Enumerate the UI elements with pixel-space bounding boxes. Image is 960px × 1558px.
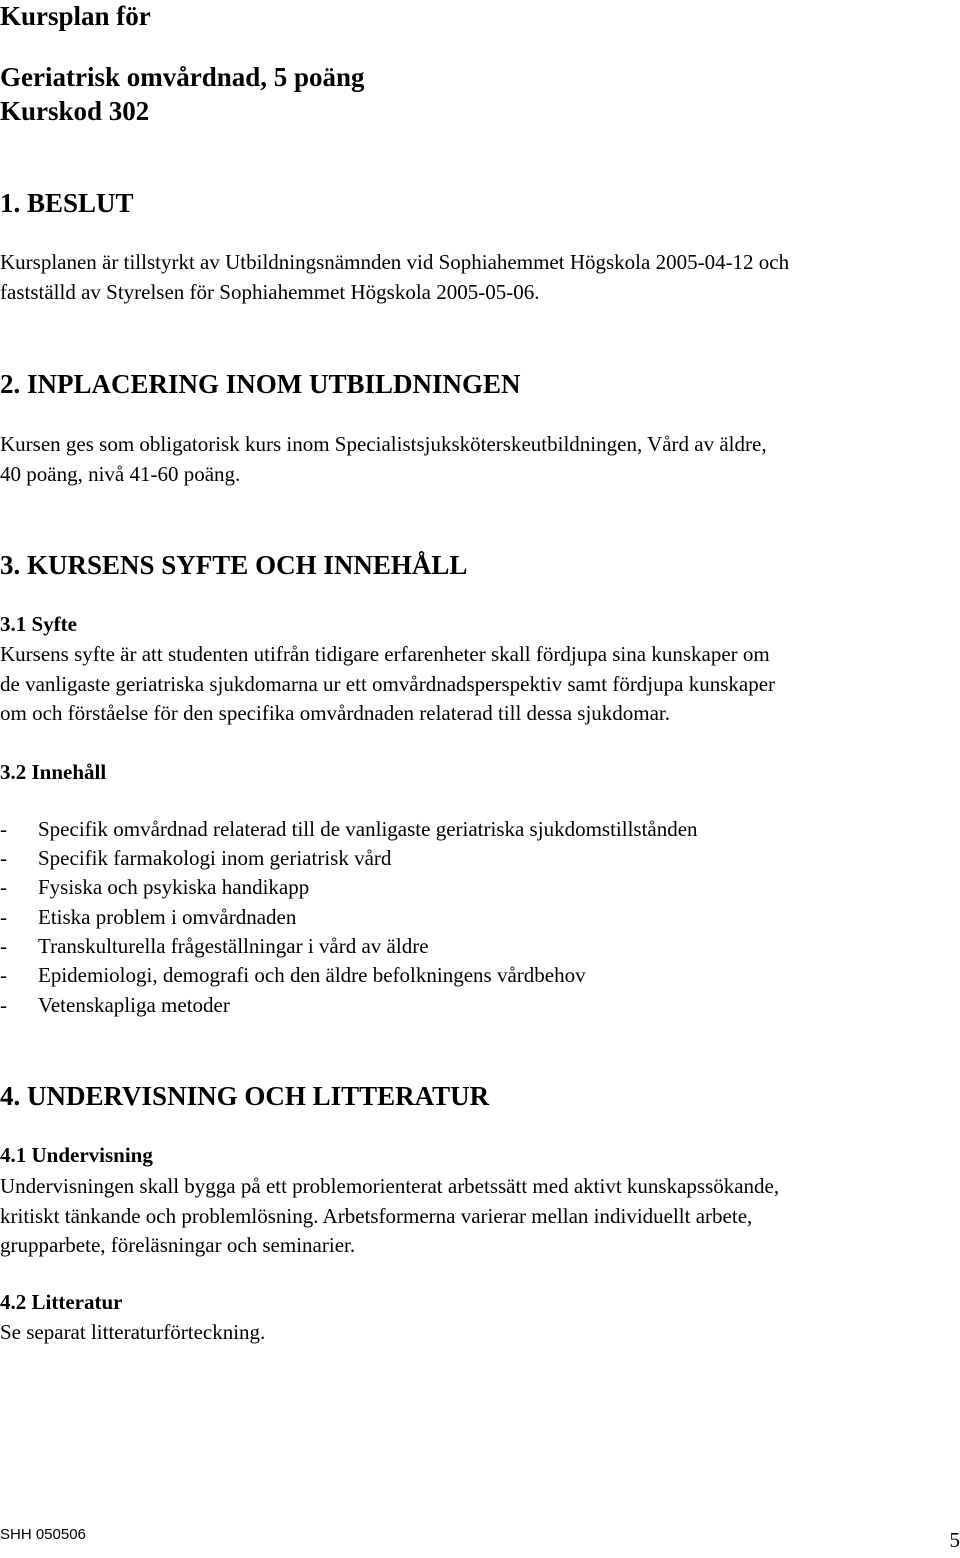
footer-code: SHH 050506 xyxy=(0,1526,86,1543)
list-item xyxy=(0,932,960,962)
course-code: Kurskod 302 xyxy=(0,96,150,126)
list-dash: - xyxy=(0,934,7,958)
paragraph-line: Se separat litteraturförteckning. xyxy=(0,1320,266,1344)
list-item-text: Transkulturella frågeställningar i vård av äldre xyxy=(38,934,429,958)
list-item-text: Specifik farmakologi inom geriatrisk vård xyxy=(38,846,392,870)
subheading-innehall: 3.2 Innehåll xyxy=(0,760,107,784)
list-dash: - xyxy=(0,817,7,841)
document-title: Kursplan för xyxy=(0,1,151,31)
paragraph-line: Undervisningen skall bygga på ett problemorienterat arbetssätt med aktivt kunskapssökande, xyxy=(0,1174,780,1198)
paragraph-line: de vanligaste geriatriska sjukdomarna ur ett omvårdnadsperspektiv samt fördjupa kunskaper xyxy=(0,672,776,696)
paragraph-line: om och förståelse för den specifika omvårdnaden relaterad till dessa sjukdomar. xyxy=(0,701,671,725)
list-item-text: Vetenskapliga metoder xyxy=(38,993,230,1017)
section-heading-syfte-innehall: 3. KURSENS SYFTE OCH INNEHÅLL xyxy=(0,550,468,580)
list-item-text: Epidemiologi, demografi och den äldre befolkningens vårdbehov xyxy=(38,963,586,987)
list-dash: - xyxy=(0,875,7,899)
list-item xyxy=(0,961,960,991)
list-item xyxy=(0,903,960,933)
list-item-text: Etiska problem i omvårdnaden xyxy=(38,905,297,929)
section-heading-beslut: 1. BESLUT xyxy=(0,188,134,218)
list-item-text: Fysiska och psykiska handikapp xyxy=(38,875,310,899)
subheading-syfte: 3.1 Syfte xyxy=(0,612,77,636)
page-number: 5 xyxy=(949,1528,960,1552)
list-item xyxy=(0,873,960,903)
subheading-litteratur: 4.2 Litteratur xyxy=(0,1290,123,1314)
list-dash: - xyxy=(0,993,7,1017)
section-heading-inplacering: 2. INPLACERING INOM UTBILDNINGEN xyxy=(0,369,521,399)
list-dash: - xyxy=(0,846,7,870)
list-item-text: Specifik omvårdnad relaterad till de vanligaste geriatriska sjukdomstillstånden xyxy=(38,817,698,841)
course-name: Geriatrisk omvårdnad, 5 poäng xyxy=(0,62,365,92)
paragraph-line: Kursens syfte är att studenten utifrån tidigare erfarenheter skall fördjupa sina kunskaper om xyxy=(0,642,770,666)
list-dash: - xyxy=(0,905,7,929)
list-item xyxy=(0,991,960,1021)
paragraph-line: grupparbete, föreläsningar och seminarier. xyxy=(0,1233,356,1257)
paragraph-line: 40 poäng, nivå 41-60 poäng. xyxy=(0,462,241,486)
paragraph-line: kritiskt tänkande och problemlösning. Arbetsformerna varierar mellan individuellt arbete, xyxy=(0,1204,753,1228)
paragraph-line: Kursen ges som obligatorisk kurs inom Specialistsjuksköterskeutbildningen, Vård av äldre, xyxy=(0,432,767,456)
paragraph-line: fastställd av Styrelsen för Sophiahemmet Högskola 2005-05-06. xyxy=(0,280,540,304)
paragraph-line: Kursplanen är tillstyrkt av Utbildningsnämnden vid Sophiahemmet Högskola 2005-04-12 och xyxy=(0,250,790,274)
list-item xyxy=(0,815,960,845)
section-heading-undervisning-litteratur: 4. UNDERVISNING OCH LITTERATUR xyxy=(0,1081,490,1111)
subheading-undervisning: 4.1 Undervisning xyxy=(0,1143,153,1167)
list-dash: - xyxy=(0,963,7,987)
list-item xyxy=(0,844,960,874)
